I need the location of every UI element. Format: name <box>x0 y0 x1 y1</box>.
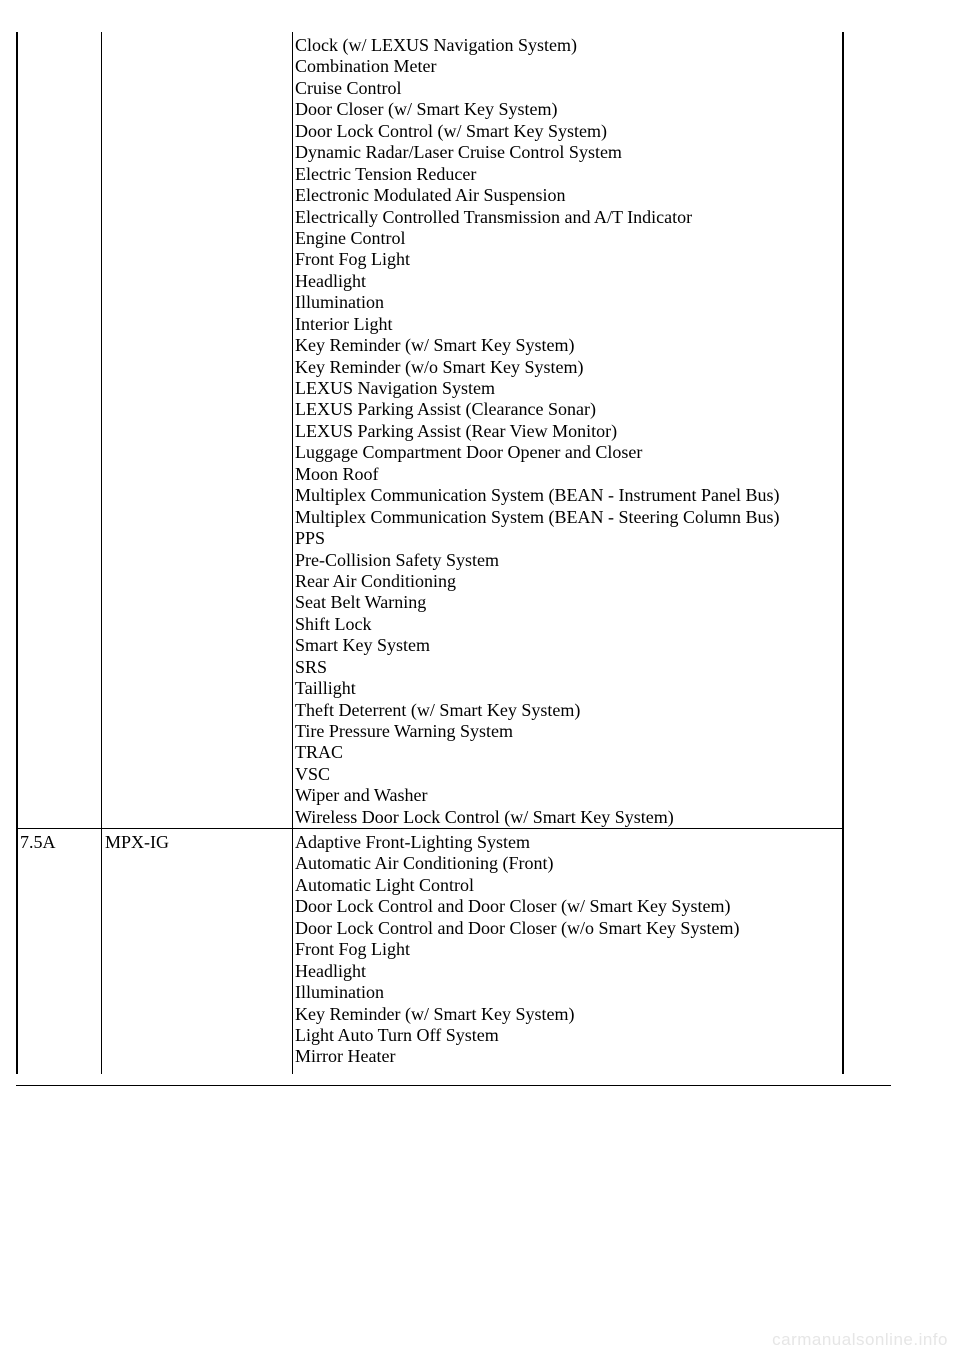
circuit-item: Wiper and Washer <box>295 785 428 806</box>
circuit-item: Door Lock Control (w/ Smart Key System) <box>295 120 607 141</box>
row-1-circuit-list <box>295 35 779 828</box>
circuit-item: Moon Roof <box>295 463 379 484</box>
circuit-item: Shift Lock <box>295 613 372 634</box>
circuit-item: Illumination <box>295 982 384 1003</box>
circuit-item: Electric Tension Reducer <box>295 163 477 184</box>
circuit-item: Theft Deterrent (w/ Smart Key System) <box>295 699 581 720</box>
circuit-item: Front Fog Light <box>295 249 411 270</box>
circuit-item: Automatic Light Control <box>295 874 474 895</box>
circuit-item: VSC <box>295 763 331 784</box>
circuit-item: SRS <box>295 656 328 677</box>
circuit-item: LEXUS Parking Assist (Rear View Monitor) <box>295 420 618 441</box>
circuit-item: TRAC <box>295 742 344 763</box>
watermark-text: carmanualsonline.info <box>772 1330 948 1349</box>
column-divider-fuse-name <box>292 32 293 1074</box>
circuit-item: PPS <box>295 528 326 549</box>
circuit-item: LEXUS Parking Assist (Clearance Sonar) <box>295 399 596 420</box>
circuit-item: Mirror Heater <box>295 1046 396 1067</box>
circuit-item: Door Closer (w/ Smart Key System) <box>295 99 558 120</box>
circuit-item: Smart Key System <box>295 635 430 656</box>
circuit-item: Door Lock Control and Door Closer (w/o Smart Key System) <box>295 917 740 938</box>
circuit-item: Tire Pressure Warning System <box>295 721 514 741</box>
circuit-item: Adaptive Front-Lighting System <box>295 832 530 852</box>
circuit-item: Electrically Controlled Transmission and A/T Indicator <box>295 206 693 227</box>
circuit-item: Cruise Control <box>295 77 402 98</box>
circuit-item: Taillight <box>295 678 356 699</box>
circuit-item: Luggage Compartment Door Opener and Closer <box>295 442 643 463</box>
circuit-item: Pre-Collision Safety System <box>295 549 499 570</box>
circuit-item: Key Reminder (w/ Smart Key System) <box>295 1003 575 1024</box>
circuit-item: Multiplex Communication System (BEAN - Instrument Panel Bus) <box>295 485 780 506</box>
circuit-item: Automatic Air Conditioning (Front) <box>295 853 554 874</box>
circuit-item: Key Reminder (w/ Smart Key System) <box>295 335 575 356</box>
circuit-item: Multiplex Communication System (BEAN - Steering Column Bus) <box>295 506 780 527</box>
row-2-amperage: 7.5A <box>20 832 56 852</box>
circuit-item: Clock (w/ LEXUS Navigation System) <box>295 35 577 55</box>
row-2-fuse-name: MPX-IG <box>105 832 170 852</box>
circuit-item: Headlight <box>295 270 366 291</box>
circuit-item: Door Lock Control and Door Closer (w/ Smart Key System) <box>295 896 731 917</box>
circuit-item: Seat Belt Warning <box>295 592 427 613</box>
circuit-item: Rear Air Conditioning <box>295 570 456 591</box>
column-divider-amperage <box>101 32 102 1074</box>
circuit-item: Key Reminder (w/o Smart Key System) <box>295 356 584 377</box>
circuit-item: Light Auto Turn Off System <box>295 1024 499 1045</box>
row-2-circuit-list <box>295 832 739 1068</box>
circuit-item: Interior Light <box>295 313 393 334</box>
circuit-item: Headlight <box>295 960 366 981</box>
circuit-item: Combination Meter <box>295 56 437 77</box>
circuit-item: Dynamic Radar/Laser Cruise Control System <box>295 142 622 163</box>
table-border-left <box>16 32 18 1074</box>
circuit-item: Wireless Door Lock Control (w/ Smart Key System) <box>295 806 674 827</box>
circuit-item: Electronic Modulated Air Suspension <box>295 185 566 206</box>
table-border-right <box>842 32 844 1074</box>
circuit-item: Engine Control <box>295 227 406 248</box>
table-bottom-rule <box>16 1085 891 1086</box>
circuit-item: Illumination <box>295 292 384 313</box>
circuit-item: Front Fog Light <box>295 939 411 960</box>
circuit-item: LEXUS Navigation System <box>295 378 495 398</box>
